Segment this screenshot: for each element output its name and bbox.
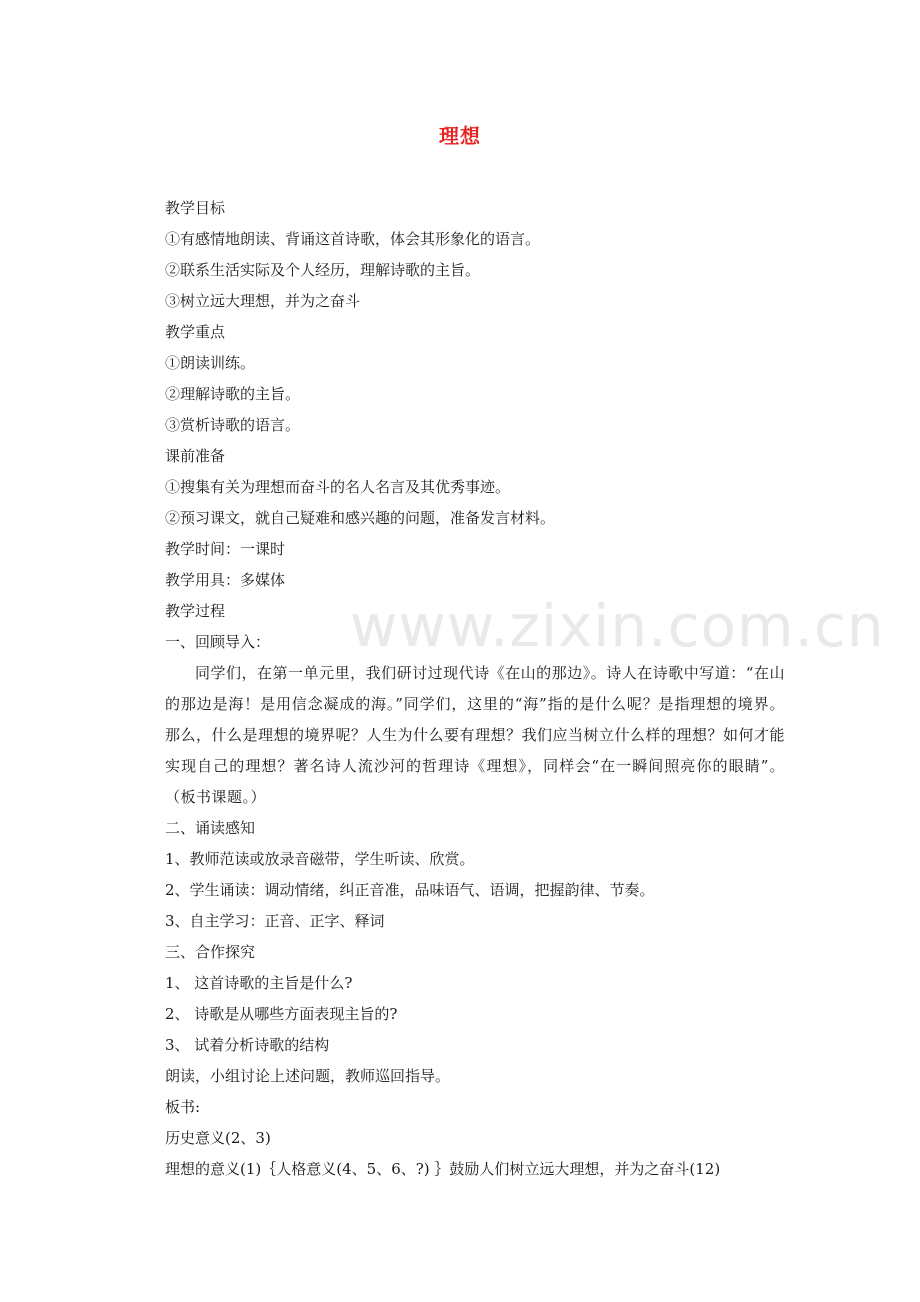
recitation-item: 2、学生诵读：调动情绪，纠正音准，品味语气、语调，把握韵律、节奏。	[165, 881, 655, 899]
recitation-item: 3、自主学习：正音、正字、释词	[165, 912, 385, 930]
blackboard-line: 历史意义(2、3)	[165, 1129, 271, 1147]
preparation-item: ②预习课文，就自己疑难和感兴趣的问题，准备发言材料。	[165, 509, 556, 527]
inquiry-question: 1、 这首诗歌的主旨是什么?	[165, 974, 353, 992]
key-point-item: ③赏析诗歌的语言。	[165, 416, 301, 434]
inquiry-question: 2、 诗歌是从哪些方面表现主旨的?	[165, 1005, 398, 1023]
document-body	[165, 193, 785, 1185]
key-point-item: ②理解诗歌的主旨。	[165, 385, 301, 403]
teaching-tools: 教学用具：多媒体	[165, 571, 286, 589]
heading-key-points: 教学重点	[165, 323, 226, 341]
key-point-item: ①朗读训练。	[165, 354, 256, 372]
discussion-instruction: 朗读，小组讨论上述问题，教师巡回指导。	[165, 1067, 451, 1085]
preparation-item: ①搜集有关为理想而奋斗的名人名言及其优秀事迹。	[165, 478, 511, 496]
intro-paragraph: 同学们，在第一单元里，我们研讨过现代诗《在山的那边》。诗人在诗歌中写道：“在山的那边是海！是用信念凝成的海。”同学们，这里的“海”指的是什么呢？是指理想的境界。那么，什么是理想的境界呢？人生为什么要有理想？我们应当树立什么样的理想？如何才能实现自己的理想？著名诗人流沙河的哲理诗《理想》，同样会“在一瞬间照亮你的眼睛”。（板书课题。）	[165, 664, 786, 806]
section-review-intro: 一、回顾导入：	[165, 633, 271, 651]
heading-process: 教学过程	[165, 602, 226, 620]
section-cooperative-inquiry: 三、合作探究	[165, 943, 256, 961]
recitation-item: 1、教师范读或放录音磁带，学生听读、欣赏。	[165, 850, 475, 868]
heading-preparation: 课前准备	[165, 447, 226, 465]
teaching-time: 教学时间：一课时	[165, 540, 286, 558]
document-title: 理想	[439, 124, 481, 148]
objective-item: ①有感情地朗读、背诵这首诗歌，体会其形象化的语言。	[165, 230, 541, 248]
objective-item: ②联系生活实际及个人经历，理解诗歌的主旨。	[165, 261, 481, 279]
section-recitation: 二、诵读感知	[165, 819, 256, 837]
watermark: www.zixin.com.cn	[350, 592, 885, 660]
heading-objectives: 教学目标	[165, 199, 226, 217]
blackboard-heading: 板书:	[165, 1098, 201, 1116]
objective-item: ③树立远大理想，并为之奋斗	[165, 292, 361, 310]
blackboard-line: 理想的意义(1)｛人格意义(4、5、6、?) ｝鼓励人们树立远大理想，并为之奋斗(12)	[165, 1160, 721, 1178]
inquiry-question: 3、 试着分析诗歌的结构	[165, 1036, 330, 1054]
